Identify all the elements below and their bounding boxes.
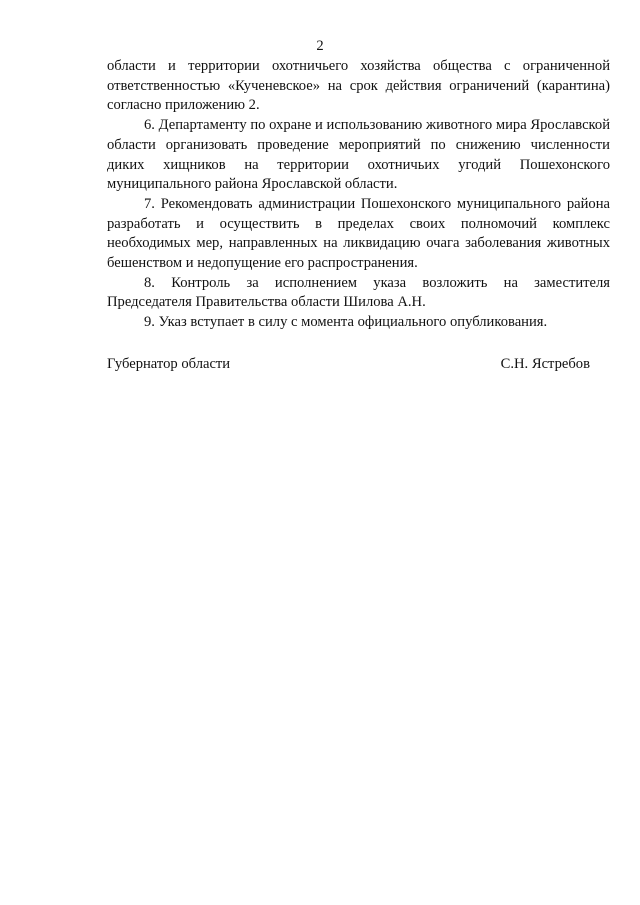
document-body [107, 57, 610, 333]
page-number: 2 [316, 38, 324, 54]
signatory-name: С.Н. Ястребов [500, 356, 590, 372]
paragraph-item-9: 9. Указ вступает в силу с момента официального опубликования. [144, 314, 548, 331]
paragraph-item-7: 7. Рекомендовать администрации Пошехонского муниципального района разработать и осуществить в пределах своих полномочий комплекс необходимых мер, направленных на ликвидацию очага заболевания животных бешенством и недопущение его распространения. [107, 195, 610, 272]
signature-block [107, 355, 590, 374]
paragraph-item-8: 8. Контроль за исполнением указа возложить на заместителя Председателя Правительства области Шилова А.Н. [107, 274, 610, 311]
paragraph-item-6: 6. Департаменту по охране и использованию животного мира Ярославской области организовать проведение мероприятий по снижению численности диких хищников на территории охотничьих угодий Пошехонского муниципального района Ярославской области. [107, 117, 610, 193]
signatory-position: Губернатор области [107, 356, 231, 372]
paragraph-continuation: области и территории охотничьего хозяйства общества с ограниченной ответственностью «Кученевское» на срок действия ограничений (карантина) согласно приложению 2. [107, 58, 610, 114]
